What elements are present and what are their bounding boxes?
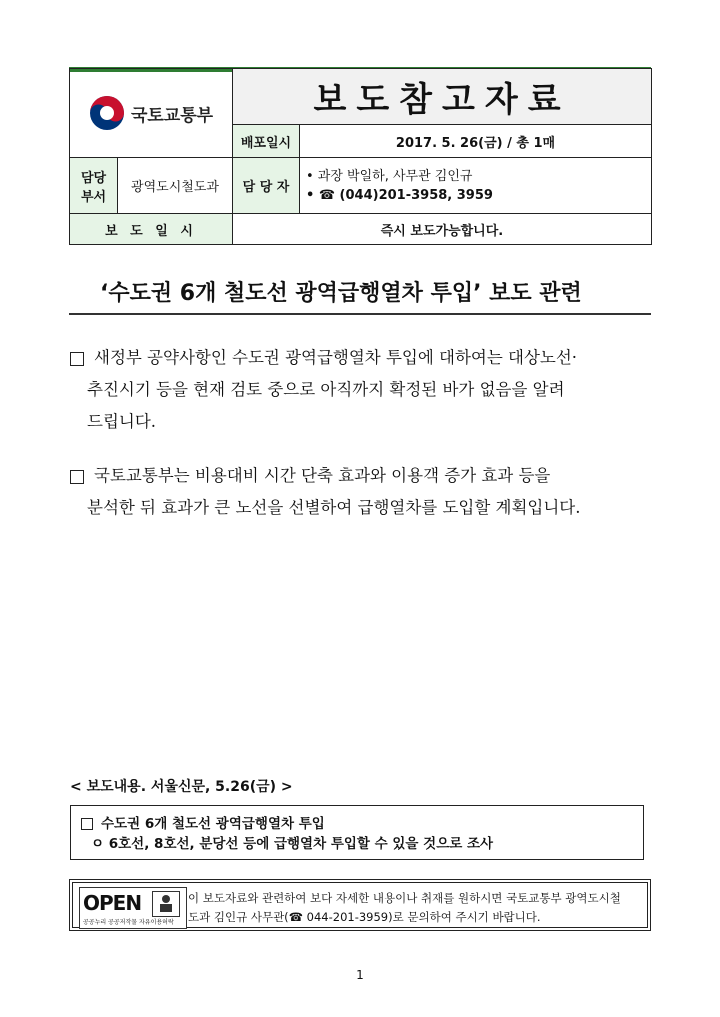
distribution-value: 2017. 5. 26(금) / 총 1매 [300,125,652,158]
dept-label-line2: 부서 [80,189,107,205]
summary-title: 수도권 6개 철도선 광역급행열차 투입 [101,816,325,832]
open-badge-subtext: 공공누리 공공저작물 자유이용허락 [83,919,174,926]
paragraph-1-line3: 드립니다. [87,412,157,431]
headline-divider [69,313,651,315]
open-badge-text: OPEN [83,891,142,915]
paragraph-2 [70,460,652,524]
paragraph-1-line1: 새정부 공약사항인 수도권 광역급행열차 투입에 대하여는 대상노선· [94,348,578,367]
footer-line1: 이 보도자료와 관련하여 보다 자세한 내용이나 취재를 원하시면 국토교통부 광역도시철 [188,891,621,905]
release-label: 보 도 일 시 [70,214,233,245]
summary-bullet: ㅇ 6호선, 8호선, 분당선 등에 급행열차 투입할 수 있을 것으로 조사 [91,836,494,852]
checkbox-square-icon [70,470,84,484]
dept-label [70,158,118,214]
footer-line2: 도과 김인규 사무관(☎ 044-201-3959)로 문의하여 주시기 바랍니다. [188,910,541,924]
contact-cell [300,158,652,214]
header-table [69,68,652,245]
contact-person: • 과장 박일하, 사무관 김인규 [306,168,473,184]
checkbox-square-icon [81,818,93,830]
paragraph-1 [70,342,652,438]
contact-phone: • ☎ (044)201-3958, 3959 [306,187,493,203]
paragraph-2-line2: 분석한 뒤 효과가 큰 노선을 선별하여 급행열차를 도입할 계획입니다. [87,498,581,517]
page-number: 1 [356,968,364,982]
doc-title: 보도참고자료 [233,69,652,125]
open-license-badge [79,887,187,929]
distribution-label: 배포일시 [233,125,300,158]
summary-box [70,805,644,860]
dept-value: 광역도시철도과 [118,158,233,214]
summary-source: < 보도내용. 서울신문, 5.26(금) > [70,779,293,795]
license-icon [152,891,180,917]
ministry-emblem-icon [89,95,125,131]
ministry-logo-cell [70,69,233,158]
ministry-name: 국토교통부 [130,105,214,126]
checkbox-square-icon [70,352,84,366]
dept-label-line1: 담당 [80,170,107,186]
contact-label: 담 당 자 [233,158,300,214]
release-value: 즉시 보도가능합니다. [233,214,652,245]
footer-box [69,879,651,931]
paragraph-2-line1: 국토교통부는 비용대비 시간 단축 효과와 이용객 증가 효과 등을 [94,466,551,485]
paragraph-1-line2: 추진시기 등을 현재 검토 중으로 아직까지 확정된 바가 없음을 알려 [87,380,565,399]
headline: ‘수도권 6개 철도선 광역급행열차 투입’ 보도 관련 [100,281,582,306]
